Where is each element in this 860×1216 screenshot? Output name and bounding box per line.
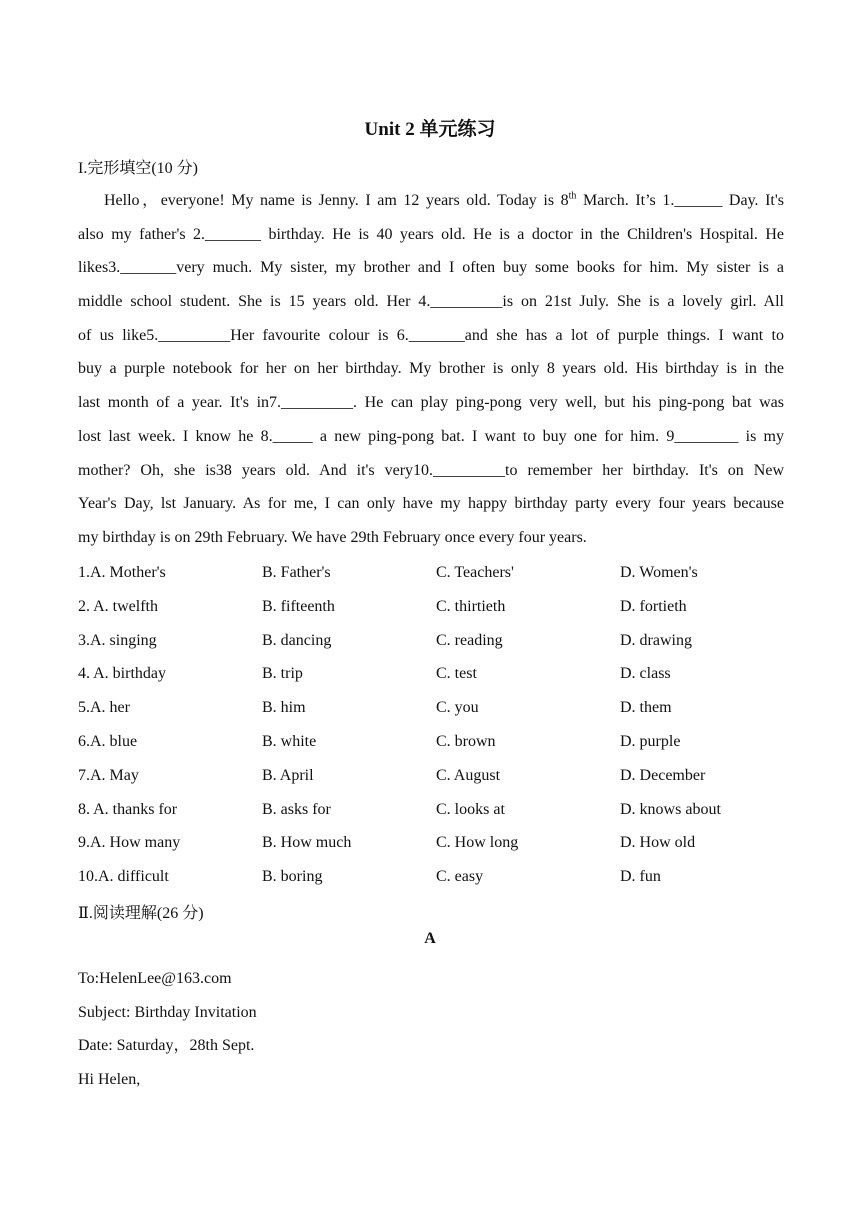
option-d: D. drawing: [620, 631, 692, 649]
option-b: B. dancing: [262, 631, 332, 649]
option-d: D. purple: [620, 732, 681, 750]
email-date: Date: Saturday，28th Sept.: [78, 1037, 255, 1055]
option-row: [78, 624, 784, 658]
section-heading-reading: Ⅱ.阅读理解(26 分): [78, 905, 204, 922]
option-b: B. him: [262, 699, 306, 717]
option-c: C. Teachers': [436, 564, 514, 581]
option-a: 9.A. How many: [78, 834, 181, 852]
option-b: B. fifteenth: [262, 597, 335, 615]
option-c: C. you: [436, 699, 479, 717]
option-b: B. trip: [262, 665, 303, 683]
email-to: To:HelenLee@163.com: [78, 970, 232, 987]
option-d: D. fun: [620, 868, 661, 886]
passage-line: buy a purple notebook for her on her birthday. My brother is only 8 years old. His birthday is in the: [78, 360, 784, 378]
passage-line: mother? Oh, she is38 years old. And it's very10._________to remember her birthday. It's on New: [78, 461, 784, 479]
option-a: 7.A. May: [78, 766, 139, 784]
option-c: C. How long: [436, 834, 519, 852]
passage-line: last month of a year. It's in7._________. He can play ping-pong very well, but his ping-pong bat was: [78, 394, 784, 412]
option-b: B. boring: [262, 868, 323, 886]
option-b: B. April: [262, 766, 314, 784]
passage-line: my birthday is on 29th February. We have 29th February once every four years.: [78, 528, 587, 546]
option-d: D. knows about: [620, 800, 721, 818]
option-d: D. December: [620, 766, 706, 784]
option-row: [78, 860, 784, 894]
option-row: [78, 556, 784, 590]
option-b: B. How much: [262, 834, 352, 852]
page-title: Unit 2 单元练习: [364, 119, 496, 140]
option-d: D. Women's: [620, 564, 698, 581]
option-row: [78, 759, 784, 793]
option-row: [78, 590, 784, 624]
option-c: C. looks at: [436, 800, 505, 818]
section-heading-cloze: I.完形填空(10 分): [78, 160, 198, 177]
option-c: C. brown: [436, 732, 496, 750]
option-b: B. Father's: [262, 564, 331, 581]
option-a: 2. A. twelfth: [78, 597, 158, 615]
email-header: [78, 962, 257, 1097]
option-c: C. thirtieth: [436, 597, 506, 615]
email-greeting: Hi Helen,: [78, 1071, 141, 1089]
option-a: 10.A. difficult: [78, 868, 169, 886]
passage-line: Hello，everyone! My name is Jenny. I am 12 years old. Today is 8th March. It’s 1.______ Day. It's: [104, 190, 784, 209]
option-row: [78, 657, 784, 691]
option-a: 6.A. blue: [78, 732, 138, 750]
cloze-passage: [78, 184, 784, 555]
option-a: 4. A. birthday: [78, 665, 166, 683]
option-a: 8. A. thanks for: [78, 800, 178, 818]
option-d: D. How old: [620, 834, 696, 852]
option-row: [78, 793, 784, 827]
option-c: C. reading: [436, 631, 503, 649]
passage-line: likes3._______very much. My sister, my brother and I often buy some books for him. My sister is a: [78, 259, 784, 277]
option-d: D. class: [620, 665, 671, 683]
option-a: 3.A. singing: [78, 631, 157, 649]
option-b: B. asks for: [262, 800, 331, 818]
passage-line: middle school student. She is 15 years old. Her 4._________is on 21st July. She is a lovely girl. All: [78, 293, 784, 311]
option-a: 5.A. her: [78, 699, 130, 717]
passage-line: also my father's 2._______ birthday. He is 40 years old. He is a doctor in the Children's Hospital. He: [78, 225, 784, 243]
option-b: B. white: [262, 732, 317, 750]
option-c: C. August: [436, 766, 501, 784]
option-c: C. test: [436, 665, 477, 683]
option-a: 1.A. Mother's: [78, 564, 166, 581]
option-d: D. fortieth: [620, 597, 687, 615]
ordinal-superscript: th: [568, 190, 577, 202]
passage-line: lost last week. I know he 8._____ a new ping-pong bat. I want to buy one for him. 9________ is my: [78, 427, 784, 445]
part-label: A: [424, 930, 436, 947]
passage-line: of us like5._________Her favourite colour is 6._______and she has a lot of purple things. I want to: [78, 326, 784, 344]
option-row: [78, 691, 784, 725]
option-c: C. easy: [436, 868, 484, 886]
email-subject: Subject: Birthday Invitation: [78, 1003, 257, 1021]
passage-line: Year's Day, lst January. As for me, I can only have my happy birthday party every four years because: [78, 495, 784, 513]
cloze-options-table: [78, 556, 784, 894]
option-row: [78, 826, 784, 860]
option-row: [78, 725, 784, 759]
option-d: D. them: [620, 699, 672, 717]
